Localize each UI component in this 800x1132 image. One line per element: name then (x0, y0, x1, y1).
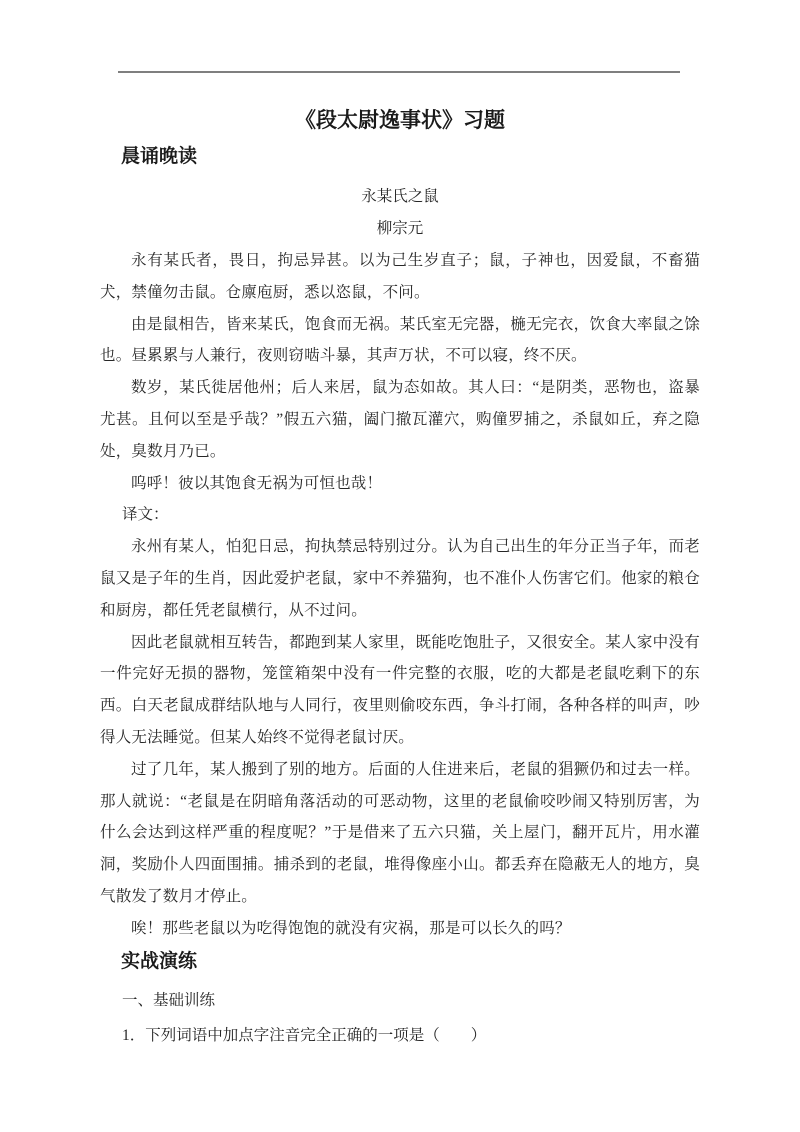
translation-paragraph: 过了几年，某人搬到了别的地方。后面的人住进来后，老鼠的猖獗仍和过去一样。那人就说：“老鼠是在阴暗角落活动的可恶动物，这里的老鼠偷咬吵闹又特别厉害，为什么会达到这样严重的程度呢？”于是借来了五六只猫，关上屋门，翻开瓦片，用水灌洞，奖励仆人四面围捕。捕杀到的老鼠，堆得像座小山。都丢弃在隐蔽无人的地方，臭气散发了数月才停止。 (100, 760, 700, 905)
classical-paragraph: 数岁，某氏徙居他州；后人来居，鼠为态如故。其人曰：“是阴类，恶物也，盗暴尤甚。且何以至是乎哉？”假五六猫，阖门撤瓦灌穴，购僮罗捕之，杀鼠如丘，弃之隐处，臭数月乃已。 (100, 379, 700, 460)
translation-label: 译文： (122, 506, 169, 524)
translation-paragraph: 唉！那些老鼠以为吃得饱饱的就没有灾祸，那是可以长久的吗？ (131, 919, 571, 937)
section-heading-morning-reading: 晨诵晚读 (121, 146, 198, 167)
poem-author: 柳宗元 (376, 220, 424, 237)
subsection-title: 一、基础训练 (122, 991, 216, 1009)
translation-paragraph: 永州有某人，怕犯日忌，拘执禁忌特别过分。认为自己出生的年分正当子年，而老鼠又是子年的生肖，因此爱护老鼠，家中不养猫狗，也不准仆人伤害它们。他家的粮仓和厨房，都任凭老鼠横行，从不过问。 (100, 538, 700, 619)
poem-title: 永某氏之鼠 (361, 188, 439, 205)
question-item-1: 1．下列词语中加点字注音完全正确的一项是（ ） (122, 1027, 487, 1045)
page-title: 《段太尉逸事状》习题 (295, 108, 505, 132)
section-heading-practice: 实战演练 (121, 950, 198, 972)
document-content (0, 106, 800, 1052)
classical-paragraph: 永有某氏者，畏日，拘忌异甚。以为己生岁直子；鼠，子神也，因爱鼠，不畜猫犬，禁僮勿击鼠。仓廪庖厨，悉以恣鼠，不问。 (100, 252, 700, 301)
classical-paragraph: 呜呼！彼以其饱食无祸为可恒也哉！ (131, 474, 383, 492)
classical-paragraph: 由是鼠相告，皆来某氏，饱食而无祸。某氏室无完器，椸无完衣，饮食大率鼠之馀也。昼累累与人兼行，夜则窃啮斗暴，其声万状，不可以寝，终不厌。 (100, 315, 700, 365)
translation-paragraph: 因此老鼠就相互转告，都跑到某人家里，既能吃饱肚子，又很安全。某人家中没有一件完好无损的器物，笼筐箱架中没有一件完整的衣服，吃的大都是老鼠吃剩下的东西。白天老鼠成群结队地与人同行，夜里则偷咬东西，争斗打闹，各种各样的叫声，吵得人无法睡觉。但某人始终不觉得老鼠讨厌。 (100, 633, 700, 746)
header-rule (118, 71, 680, 73)
